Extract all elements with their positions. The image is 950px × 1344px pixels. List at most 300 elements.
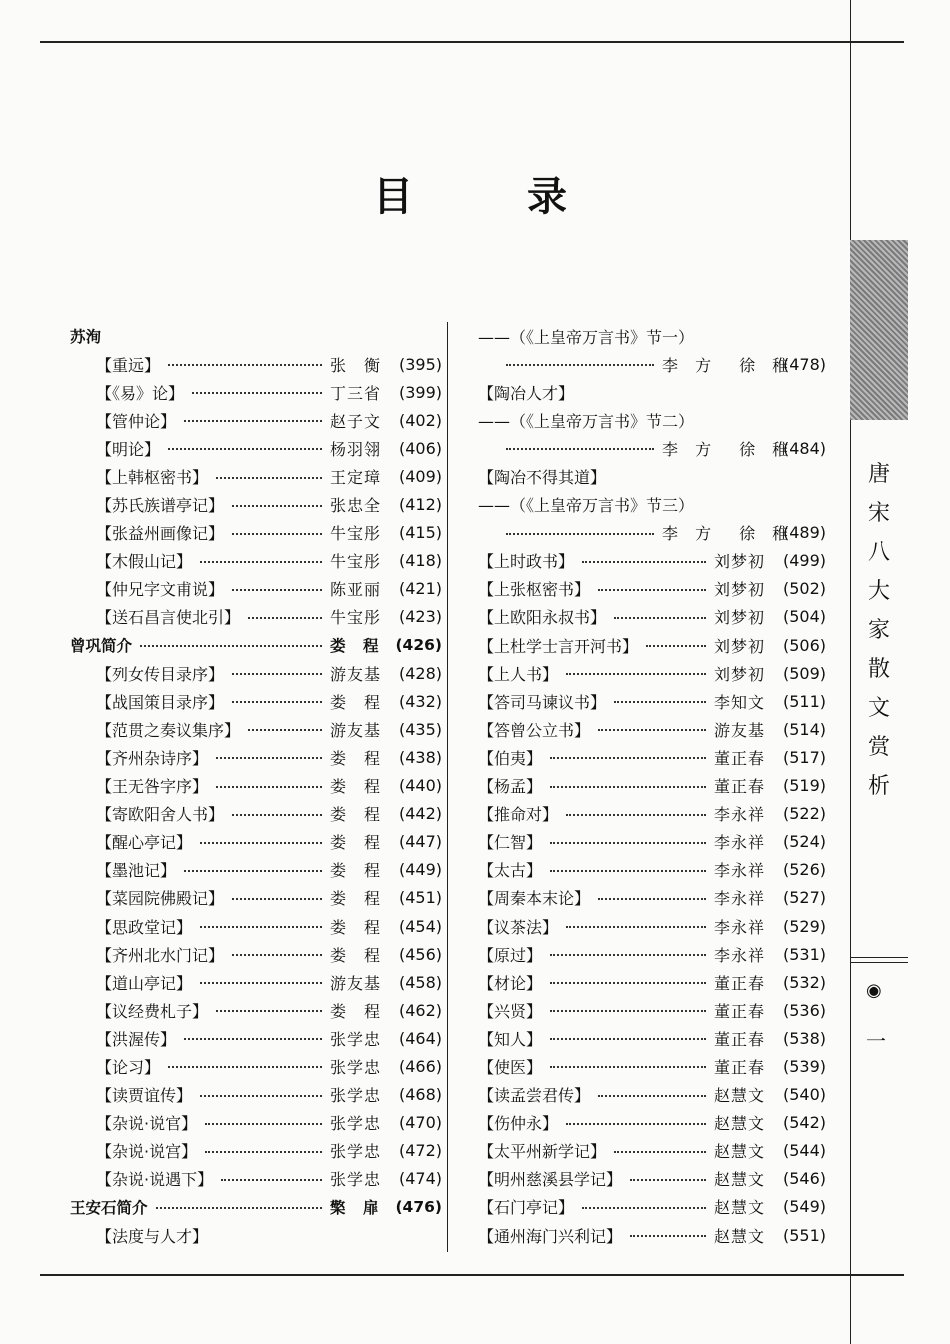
entry-title: 【论习】	[96, 1057, 161, 1077]
leader-dots	[184, 1038, 322, 1040]
entry-title: 【议经费札子】	[96, 1001, 209, 1021]
entry-page: (440)	[398, 776, 442, 796]
entry-title: 王安石简介	[70, 1198, 148, 1217]
entry-page: (499)	[782, 551, 826, 571]
leader-dots	[506, 533, 654, 535]
entry-author: 陈亚丽	[330, 580, 382, 600]
entry-author: 董正春	[714, 1057, 766, 1077]
entry-page: (502)	[782, 579, 826, 599]
entry-author: 董正春	[714, 748, 766, 768]
toc-entry	[478, 519, 826, 547]
entry-title: 【石门亭记】	[478, 1198, 575, 1218]
leader-dots	[598, 729, 706, 731]
toc-entry	[70, 968, 442, 996]
toc-entry	[478, 743, 826, 771]
entry-title: 【伯夷】	[478, 748, 543, 768]
entry-page: (542)	[782, 1113, 826, 1133]
leader-dots	[248, 617, 322, 619]
leader-dots	[598, 589, 706, 591]
entry-title: 【答司马谏议书】	[478, 692, 607, 712]
toc-entry	[478, 378, 826, 406]
entry-author: 娄 程	[330, 777, 382, 797]
entry-author: 游友基	[330, 973, 382, 993]
leader-dots	[232, 533, 322, 535]
entry-page: (409)	[398, 467, 442, 487]
entry-page: (539)	[782, 1056, 826, 1076]
entry-page: (538)	[782, 1028, 826, 1048]
entry-title: 【杨孟】	[478, 777, 543, 797]
toc-entry	[70, 603, 442, 631]
toc-entry	[478, 462, 826, 490]
entry-page: (531)	[782, 944, 826, 964]
leader-dots	[232, 814, 322, 816]
subtitle-text: ——（《上皇帝万言书》节三）	[478, 496, 695, 516]
entry-title: 【木假山记】	[96, 552, 193, 572]
entry-author: 牛宝彤	[330, 552, 382, 572]
toc-entry	[478, 912, 826, 940]
toc-entry	[478, 350, 826, 378]
toc-entry	[70, 856, 442, 884]
entry-author: 赵子文	[330, 411, 382, 431]
entry-title: 【通州海门兴利记】	[478, 1226, 623, 1246]
entry-author: 赵慧文	[714, 1170, 766, 1190]
entry-page: (551)	[782, 1225, 826, 1245]
entry-author: 牛宝彤	[330, 524, 382, 544]
entry-page: (432)	[398, 691, 442, 711]
page-title: 目 录	[373, 174, 617, 220]
entry-page: (449)	[398, 860, 442, 880]
section-heading-entry	[70, 1193, 442, 1221]
toc-entry	[70, 350, 442, 378]
entry-page: (421)	[398, 579, 442, 599]
leader-dots	[566, 926, 706, 928]
toc-entry	[478, 1165, 826, 1193]
leader-dots	[550, 982, 706, 984]
entry-author: 游友基	[714, 720, 766, 740]
entry-title: 【太平州新学记】	[478, 1142, 607, 1162]
toc-entry	[70, 912, 442, 940]
toc-entry	[478, 575, 826, 603]
sidebar-title-char: 八	[867, 540, 890, 565]
sidebar-title-char: 大	[867, 579, 890, 604]
entry-title: 【列女传目录序】	[96, 664, 225, 684]
entry-page: (526)	[782, 860, 826, 880]
entry-page: (438)	[398, 747, 442, 767]
entry-page: (470)	[398, 1113, 442, 1133]
entry-page: (509)	[782, 663, 826, 683]
entry-page: (468)	[398, 1085, 442, 1105]
entry-author: 娄 程	[330, 889, 382, 909]
leader-dots	[168, 1066, 322, 1068]
toc-entry	[70, 1221, 442, 1249]
entry-title: 【战国策目录序】	[96, 692, 225, 712]
toc-right-column	[478, 322, 826, 1249]
entry-title: 【墨池记】	[96, 861, 177, 881]
toc-entry	[478, 1024, 826, 1052]
leader-dots	[630, 1235, 706, 1237]
toc-entry	[478, 603, 826, 631]
toc-entry	[70, 828, 442, 856]
entry-page: (412)	[398, 495, 442, 515]
leader-dots	[598, 1095, 706, 1097]
leader-dots	[506, 364, 654, 366]
toc-entry	[70, 884, 442, 912]
toc-entry	[70, 547, 442, 575]
entry-author: 赵慧文	[714, 1226, 766, 1246]
sidebar-title-char: 散	[867, 657, 890, 682]
entry-title: 【重远】	[96, 355, 161, 375]
leader-dots	[550, 870, 706, 872]
entry-page: (549)	[782, 1197, 826, 1217]
entry-title: 【上人书】	[478, 664, 559, 684]
entry-author: 娄 程	[330, 637, 380, 656]
entry-title: 【上韩枢密书】	[96, 468, 209, 488]
leader-dots	[168, 448, 322, 450]
leader-dots	[200, 842, 322, 844]
entry-author: 檠 扉	[330, 1198, 380, 1217]
leader-dots	[232, 673, 322, 675]
entry-author: 李永祥	[714, 945, 766, 965]
toc-entry	[70, 1165, 442, 1193]
entry-page: (474)	[398, 1169, 442, 1189]
entry-author: 李永祥	[714, 889, 766, 909]
entry-author: 张学忠	[330, 1029, 382, 1049]
toc-entry	[70, 996, 442, 1024]
entry-author: 董正春	[714, 1001, 766, 1021]
toc-entry	[478, 772, 826, 800]
entry-page: (527)	[782, 888, 826, 908]
toc-entry	[70, 519, 442, 547]
sidebar-rule-upper	[850, 957, 908, 958]
leader-dots	[205, 1123, 322, 1125]
entry-title: 【《易》论】	[96, 383, 185, 403]
toc-entry	[478, 547, 826, 575]
leader-dots	[232, 898, 322, 900]
entry-page: (454)	[398, 916, 442, 936]
leader-dots	[232, 954, 322, 956]
entry-title: 【读贾谊传】	[96, 1086, 193, 1106]
toc-entry	[478, 659, 826, 687]
entry-title: 【兴贤】	[478, 1001, 543, 1021]
toc-entry	[70, 1109, 442, 1137]
entry-title: 【张益州画像记】	[96, 524, 225, 544]
entry-page: (423)	[398, 607, 442, 627]
toc-entry	[478, 631, 826, 659]
toc-entry	[70, 1024, 442, 1052]
entry-author: 娄 程	[330, 805, 382, 825]
entry-author: 游友基	[330, 720, 382, 740]
entry-title: 曾巩简介	[70, 637, 133, 656]
entry-page: (435)	[398, 719, 442, 739]
entry-author: 娄 程	[330, 833, 382, 853]
entry-page: (532)	[782, 972, 826, 992]
entry-page: (415)	[398, 523, 442, 543]
leader-dots	[550, 1010, 706, 1012]
leader-dots	[156, 1207, 322, 1209]
entry-title: 【使医】	[478, 1057, 543, 1077]
leader-dots	[168, 364, 322, 366]
entry-author: 张学忠	[330, 1086, 382, 1106]
entry-page: (522)	[782, 804, 826, 824]
leader-dots	[614, 1151, 706, 1153]
toc-entry	[70, 1081, 442, 1109]
entry-author: 李 方 徐 稚	[662, 524, 795, 544]
toc-entry	[478, 1137, 826, 1165]
leader-dots	[566, 814, 706, 816]
leader-dots	[550, 757, 706, 759]
entry-author: 游友基	[330, 664, 382, 684]
toc-subtitle	[478, 322, 826, 350]
toc-entry	[70, 715, 442, 743]
toc-entry	[70, 434, 442, 462]
entry-author: 刘梦初	[714, 636, 766, 656]
sidebar-title-char: 唐	[867, 462, 890, 487]
entry-author: 娄 程	[330, 917, 382, 937]
leader-dots	[184, 870, 322, 872]
entry-author: 牛宝彤	[330, 608, 382, 628]
section-heading-text: 苏洵	[70, 328, 102, 347]
toc-entry	[478, 434, 826, 462]
sidebar-rule-lower	[850, 962, 908, 963]
entry-author: 张学忠	[330, 1142, 382, 1162]
toc-entry	[478, 884, 826, 912]
sidebar-title-char: 家	[867, 618, 890, 643]
entry-title: 【齐州杂诗序】	[96, 748, 209, 768]
entry-author: 娄 程	[330, 945, 382, 965]
toc-entry	[478, 856, 826, 884]
leader-dots	[232, 505, 322, 507]
entry-title: 【道山亭记】	[96, 973, 193, 993]
top-rule	[40, 41, 904, 43]
leader-dots	[232, 589, 322, 591]
bottom-rule	[40, 1274, 904, 1276]
leader-dots	[248, 729, 322, 731]
toc-entry	[70, 940, 442, 968]
entry-author: 刘梦初	[714, 580, 766, 600]
leader-dots	[582, 561, 706, 563]
entry-page: (536)	[782, 1000, 826, 1020]
entry-title: 【陶冶不得其道】	[478, 468, 607, 488]
leader-dots	[200, 1095, 322, 1097]
entry-title: 【推命对】	[478, 805, 559, 825]
entry-page: (402)	[398, 410, 442, 430]
entry-title: 【仁智】	[478, 833, 543, 853]
entry-title: 【法度与人才】	[96, 1226, 209, 1246]
entry-title: 【周秦本末论】	[478, 889, 591, 909]
leader-dots	[630, 1179, 706, 1181]
entry-page: (442)	[398, 804, 442, 824]
entry-author: 张学忠	[330, 1114, 382, 1134]
entry-title: 【醒心亭记】	[96, 833, 193, 853]
entry-author: 娄 程	[330, 861, 382, 881]
entry-page: (428)	[398, 663, 442, 683]
entry-page: (546)	[782, 1169, 826, 1189]
toc-entry	[478, 828, 826, 856]
leader-dots	[550, 954, 706, 956]
entry-author: 丁三省	[330, 383, 382, 403]
leader-dots	[566, 673, 706, 675]
entry-title: 【洪渥传】	[96, 1029, 177, 1049]
leader-dots	[200, 982, 322, 984]
entry-author: 赵慧文	[714, 1198, 766, 1218]
entry-page: (484)	[782, 438, 826, 458]
entry-title: 【上张枢密书】	[478, 580, 591, 600]
entry-title: 【杂说·说官】	[96, 1114, 198, 1134]
entry-title: 【明论】	[96, 439, 161, 459]
entry-page: (540)	[782, 1085, 826, 1105]
entry-page: (529)	[782, 916, 826, 936]
entry-author: 李 方 徐 稚	[662, 355, 795, 375]
entry-title: 【思政堂记】	[96, 917, 193, 937]
entry-author: 刘梦初	[714, 552, 766, 572]
entry-author: 董正春	[714, 1029, 766, 1049]
entry-page: (544)	[782, 1141, 826, 1161]
entry-author: 李永祥	[714, 805, 766, 825]
entry-page: (418)	[398, 551, 442, 571]
entry-title: 【上欧阳永叔书】	[478, 608, 607, 628]
sidebar-title-char: 文	[867, 696, 890, 721]
entry-author: 赵慧文	[714, 1086, 766, 1106]
entry-page: (478)	[782, 354, 826, 374]
entry-page: (519)	[782, 776, 826, 796]
entry-author: 董正春	[714, 973, 766, 993]
entry-title: 【太古】	[478, 861, 543, 881]
entry-page: (517)	[782, 747, 826, 767]
entry-page: (447)	[398, 832, 442, 852]
entry-page: (489)	[782, 523, 826, 543]
entry-author: 李永祥	[714, 917, 766, 937]
leader-dots	[200, 926, 322, 928]
entry-page: (472)	[398, 1141, 442, 1161]
entry-author: 张学忠	[330, 1057, 382, 1077]
entry-page: (511)	[782, 691, 826, 711]
toc-entry	[478, 1193, 826, 1221]
entry-title: 【杂说·说遇下】	[96, 1170, 214, 1190]
leader-dots	[216, 786, 322, 788]
section-heading	[70, 322, 442, 350]
toc-entry	[70, 1052, 442, 1080]
leader-dots	[646, 645, 706, 647]
entry-title: 【答曾公立书】	[478, 720, 591, 740]
entry-title: 【上杜学士言开河书】	[478, 636, 639, 656]
entry-author: 娄 程	[330, 692, 382, 712]
sidebar-title-char: 析	[867, 774, 890, 799]
leader-dots	[614, 617, 706, 619]
leader-dots	[192, 392, 322, 394]
entry-page: (395)	[398, 354, 442, 374]
entry-title: 【材论】	[478, 973, 543, 993]
entry-page: (466)	[398, 1056, 442, 1076]
column-divider	[447, 322, 448, 1252]
entry-page: (399)	[398, 382, 442, 402]
toc-entry	[70, 378, 442, 406]
entry-author: 张忠全	[330, 496, 382, 516]
entry-page: (514)	[782, 719, 826, 739]
entry-page: (451)	[398, 888, 442, 908]
entry-author: 刘梦初	[714, 664, 766, 684]
toc-entry	[70, 687, 442, 715]
entry-page: (524)	[782, 832, 826, 852]
entry-title: 【送石昌言使北引】	[96, 608, 241, 628]
sidebar-mark: ◉	[866, 980, 882, 1001]
entry-title: 【苏氏族谱亭记】	[96, 496, 225, 516]
entry-title: 【读孟尝君传】	[478, 1086, 591, 1106]
entry-author: 李知文	[714, 692, 766, 712]
entry-author: 董正春	[714, 777, 766, 797]
toc-subtitle	[478, 491, 826, 519]
toc-entry	[478, 1109, 826, 1137]
toc-entry	[70, 800, 442, 828]
entry-page: (506)	[782, 635, 826, 655]
entry-title: 【明州慈溪县学记】	[478, 1170, 623, 1190]
entry-page: (464)	[398, 1028, 442, 1048]
entry-page: (456)	[398, 944, 442, 964]
leader-dots	[582, 1207, 706, 1209]
subtitle-text: ——（《上皇帝万言书》节二）	[478, 411, 695, 431]
toc-entry	[70, 462, 442, 490]
entry-author: 娄 程	[330, 1001, 382, 1021]
toc-entry	[478, 940, 826, 968]
entry-title: 【寄欧阳舍人书】	[96, 805, 225, 825]
leader-dots	[550, 1038, 706, 1040]
leader-dots	[216, 1010, 322, 1012]
entry-title: 【议茶法】	[478, 917, 559, 937]
entry-title: 【杂说·说宫】	[96, 1142, 198, 1162]
sidebar-texture-band	[850, 240, 908, 420]
toc-entry	[70, 743, 442, 771]
entry-title: 【上时政书】	[478, 552, 575, 572]
entry-author: 李永祥	[714, 861, 766, 881]
toc-entry	[70, 772, 442, 800]
entry-page: (426)	[395, 636, 442, 655]
toc-entry	[70, 659, 442, 687]
toc-entry	[478, 715, 826, 743]
toc-entry	[478, 800, 826, 828]
toc-entry	[478, 968, 826, 996]
leader-dots	[550, 1066, 706, 1068]
toc-entry	[70, 575, 442, 603]
entry-title: 【仲兄字文甫说】	[96, 580, 225, 600]
entry-page: (504)	[782, 607, 826, 627]
entry-title: 【原过】	[478, 945, 543, 965]
entry-author: 赵慧文	[714, 1142, 766, 1162]
toc-entry	[70, 491, 442, 519]
entry-title: 【范贯之奏议集序】	[96, 720, 241, 740]
entry-title: 【王无咎字序】	[96, 777, 209, 797]
entry-title: 【菜园院佛殿记】	[96, 889, 225, 909]
toc-subtitle	[478, 406, 826, 434]
leader-dots	[598, 898, 706, 900]
entry-title: 【伤仲永】	[478, 1114, 559, 1134]
entry-author: 张学忠	[330, 1170, 382, 1190]
leader-dots	[140, 645, 322, 647]
sidebar-title-char: 赏	[867, 735, 890, 760]
toc-entry	[478, 1221, 826, 1249]
leader-dots	[221, 1179, 322, 1181]
entry-author: 娄 程	[330, 748, 382, 768]
entry-author: 刘梦初	[714, 608, 766, 628]
entry-page: (476)	[395, 1197, 442, 1216]
entry-author: 张 衡	[330, 355, 382, 375]
page-number: 一	[866, 1029, 886, 1053]
entry-title: 【管仲论】	[96, 411, 177, 431]
leader-dots	[184, 420, 322, 422]
entry-author: 王定璋	[330, 468, 382, 488]
toc-entry	[478, 1081, 826, 1109]
leader-dots	[216, 477, 322, 479]
leader-dots	[205, 1151, 322, 1153]
entry-page: (458)	[398, 972, 442, 992]
